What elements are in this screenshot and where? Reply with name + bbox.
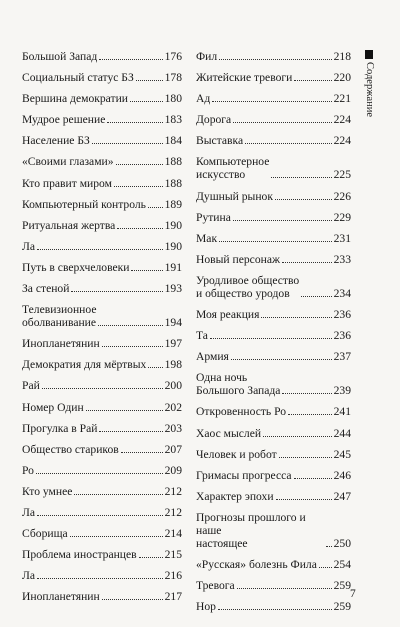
toc-entry-title: Фил (196, 50, 218, 63)
dot-leader (261, 317, 331, 318)
toc-entry-page: 225 (333, 168, 351, 182)
toc-entry (22, 240, 182, 253)
toc-entry (22, 261, 182, 274)
dot-leader (276, 499, 332, 500)
dot-leader (294, 478, 332, 479)
toc-entry-title: Телевизионное оболванивание (22, 303, 97, 330)
toc-entry-page: 214 (164, 527, 182, 541)
toc-entry (22, 358, 182, 371)
toc-entry (22, 443, 182, 456)
toc-entry-page: 198 (164, 358, 182, 372)
dot-leader (282, 393, 331, 394)
toc-entry-page: 254 (333, 557, 351, 571)
toc-entry (196, 50, 351, 63)
toc-entry-page: 236 (333, 329, 351, 343)
toc-right-column (196, 50, 351, 621)
dot-leader (326, 546, 332, 547)
dot-leader (74, 494, 162, 495)
toc-entry (22, 282, 182, 295)
toc-entry (196, 579, 351, 592)
dot-leader (107, 122, 162, 123)
toc-entry (22, 177, 182, 190)
toc-entry (196, 469, 351, 482)
toc-entry-title: Большой Запад (22, 50, 98, 63)
toc-entry-page: 241 (333, 405, 351, 419)
dot-leader (42, 388, 163, 389)
toc-entry (22, 303, 182, 329)
dot-leader (275, 199, 332, 200)
toc-entry-title: Характер эпохи (196, 489, 274, 503)
toc-entry (196, 558, 351, 571)
toc-entry-title: Инопланетянин (22, 590, 100, 604)
dot-leader (99, 59, 162, 60)
toc-entry (196, 134, 351, 147)
toc-entry-page: 188 (164, 176, 182, 190)
toc-entry (196, 308, 351, 321)
toc-entry-page: 212 (164, 505, 182, 519)
dot-leader (231, 359, 332, 360)
toc-entry-title: Мак (196, 231, 218, 245)
toc-entry (22, 379, 182, 392)
toc-entry (196, 71, 351, 84)
dot-leader (301, 296, 331, 297)
toc-entry-page: 245 (333, 447, 351, 461)
dot-leader (102, 346, 163, 347)
toc-entry-title: Прогулка в Рай (22, 421, 98, 435)
toc-entry-page: 224 (333, 113, 351, 127)
toc-entry (22, 590, 182, 603)
toc-entry-page: 202 (164, 400, 182, 414)
dot-leader (233, 220, 332, 221)
toc-entry-title: Откровенность Ро (196, 405, 287, 419)
dot-leader (210, 338, 332, 339)
toc-entry (22, 548, 182, 561)
dot-leader (37, 578, 163, 579)
running-head (362, 50, 376, 190)
dot-leader (219, 241, 332, 242)
toc-entry-title: Человек и робот (196, 447, 277, 461)
dot-leader (71, 291, 162, 292)
toc-entry-title: Ла (22, 505, 36, 519)
toc-entry-page: 190 (164, 239, 182, 253)
toc-entry (196, 448, 351, 461)
toc-entry-title: Выставка (196, 134, 244, 148)
dot-leader (233, 122, 331, 123)
toc-entry-page: 197 (164, 337, 182, 351)
toc-entry-page: 194 (164, 316, 182, 330)
toc-entry-title: «Своими глазами» (22, 155, 114, 169)
toc-entry-title: Душный рынок (196, 189, 273, 203)
dot-leader (70, 536, 163, 537)
dot-leader (117, 228, 162, 229)
dot-leader (148, 367, 162, 368)
toc-entry-page: 226 (333, 189, 351, 203)
toc-entry (22, 506, 182, 519)
toc-entry-page: 190 (164, 218, 182, 232)
toc-entry (196, 253, 351, 266)
dot-leader (86, 410, 163, 411)
toc-entry (196, 371, 351, 397)
toc-entry-title: Ла (22, 569, 36, 583)
toc-entry-title: Тревога (196, 579, 235, 593)
toc-entry (196, 350, 351, 363)
toc-entry-title: Новый персонаж (196, 252, 280, 266)
dot-leader (92, 143, 163, 144)
dot-leader (218, 609, 332, 610)
toc-entry-title: Моя реакция (196, 308, 260, 322)
toc-entry (196, 92, 351, 105)
toc-entry-page: 237 (333, 350, 351, 364)
toc-entry-title: Проблема иностранцев (22, 548, 137, 562)
toc-entry-title: Инопланетянин (22, 337, 100, 351)
toc-entry-title: Мудрое решение (22, 113, 106, 127)
toc-entry-page: 209 (164, 463, 182, 477)
toc-entry (196, 274, 351, 300)
toc-entry-title: Ад (196, 92, 211, 106)
toc-entry-title: «Русская» болезнь Фила (196, 557, 317, 571)
dot-leader (279, 457, 332, 458)
toc-entry-page: 191 (164, 260, 182, 274)
toc-entry-page: 217 (164, 590, 182, 604)
toc-entry-page: 246 (333, 468, 351, 482)
toc-entry-page: 189 (164, 197, 182, 211)
toc-entry-page: 193 (164, 282, 182, 296)
toc-entry-title: Сборища (22, 527, 68, 541)
running-head-label: Содержание (364, 62, 375, 118)
toc-entry-title: Прогнозы прошлого и наше настоящее (196, 510, 306, 550)
toc-entry-title: Та (196, 329, 208, 343)
toc-entry-title: Гримасы прогресса (196, 468, 292, 482)
toc-entry-title: Социальный статус БЗ (22, 71, 134, 85)
toc-entry-page: 203 (164, 421, 182, 435)
toc-entry (196, 155, 351, 181)
toc-entry-title: За стеной (22, 282, 70, 296)
toc-entry (22, 401, 182, 414)
toc-entry-page: 239 (333, 384, 351, 398)
toc-entry (22, 569, 182, 582)
toc-entry-page: 250 (333, 536, 351, 550)
toc-entry (22, 71, 182, 84)
dot-leader (263, 436, 332, 437)
toc-entry-page: 244 (333, 426, 351, 440)
toc-entry-title: Армия (196, 350, 229, 364)
toc-entry-title: Ритуальная жертва (22, 218, 116, 232)
dot-leader (99, 431, 162, 432)
toc-entry-title: Общество стариков (22, 442, 119, 456)
dot-leader (282, 262, 332, 263)
toc-entry-title: Демократия для мёртвых (22, 358, 147, 372)
toc-entry-title: Компьютерный контроль (22, 197, 146, 211)
toc-entry-page: 220 (333, 71, 351, 85)
toc-entry-title: Номер Один (22, 400, 84, 414)
toc-entry-page: 178 (164, 71, 182, 85)
toc-entry-page: 212 (164, 484, 182, 498)
dot-leader (136, 80, 163, 81)
toc-entry-title: Ла (22, 239, 36, 253)
toc-entry (22, 464, 182, 477)
toc-entry (22, 155, 182, 168)
toc-entry-page: 183 (164, 113, 182, 127)
toc-entry-title: Уродливое общество и общество уродов (196, 273, 300, 300)
dot-leader (102, 599, 163, 600)
toc-entry-page: 221 (333, 92, 351, 106)
dot-leader (114, 186, 163, 187)
dot-leader (139, 557, 163, 558)
dot-leader (245, 143, 332, 144)
dot-leader (294, 80, 331, 81)
toc-left-column (22, 50, 182, 611)
dot-leader (237, 588, 332, 589)
toc-entry-page: 233 (333, 252, 351, 266)
toc-entry (196, 405, 351, 418)
toc-entry (196, 490, 351, 503)
toc-entry-page: 236 (333, 308, 351, 322)
toc-entry-title: Нор (196, 600, 216, 614)
toc-entry-title: Хаос мыслей (196, 426, 262, 440)
dot-leader (37, 515, 163, 516)
toc-entry-title: Рутина (196, 210, 231, 224)
toc-entry (22, 485, 182, 498)
toc-entry-page: 247 (333, 489, 351, 503)
toc-entry-title: Одна ночь Большого Запада (196, 371, 281, 398)
toc-entry-page: 259 (333, 579, 351, 593)
toc-entry-page: 180 (164, 92, 182, 106)
dot-leader (98, 325, 162, 326)
dot-leader (116, 164, 163, 165)
toc-entry-page: 215 (164, 548, 182, 562)
dot-leader (219, 59, 331, 60)
toc-entry-title: Кто умнее (22, 484, 73, 498)
toc-entry-page: 259 (333, 600, 351, 614)
toc-entry-title: Компьютерное искусство (196, 155, 270, 182)
toc-entry-page: 234 (333, 286, 351, 300)
toc-entry (196, 511, 351, 550)
toc-entry (196, 427, 351, 440)
toc-entry (22, 527, 182, 540)
dot-leader (212, 101, 331, 102)
toc-entry-page: 231 (333, 231, 351, 245)
toc-entry (196, 211, 351, 224)
toc-entry (22, 337, 182, 350)
toc-entry-page: 229 (333, 210, 351, 224)
toc-entry-title: Ро (22, 463, 34, 477)
toc-entry-page: 200 (164, 379, 182, 393)
toc-entry-title: Житейские тревоги (196, 71, 293, 85)
dot-leader (131, 270, 162, 271)
toc-entry-title: Вершина демократии (22, 92, 128, 106)
toc-entry-page: 184 (164, 134, 182, 148)
toc-entry-page: 218 (333, 50, 351, 63)
toc-entry-title: Население БЗ (22, 134, 90, 148)
toc-entry (22, 113, 182, 126)
dot-leader (319, 567, 332, 568)
toc-entry (22, 134, 182, 147)
section-marker (365, 50, 373, 59)
toc-entry-page: 216 (164, 569, 182, 583)
page-number: 7 (350, 588, 356, 600)
toc-entry (22, 92, 182, 105)
toc-entry (196, 113, 351, 126)
toc-entry (196, 329, 351, 342)
toc-entry (196, 190, 351, 203)
toc-entry-title: Кто правит миром (22, 176, 112, 190)
toc-entry (196, 232, 351, 245)
toc-entry (22, 50, 182, 63)
dot-leader (36, 473, 163, 474)
toc-entry-page: 176 (164, 50, 182, 63)
toc-entry (22, 198, 182, 211)
toc-entry-title: Дорога (196, 113, 232, 127)
dot-leader (288, 414, 332, 415)
dot-leader (121, 452, 163, 453)
toc-entry-title: Рай (22, 379, 40, 393)
toc-entry (22, 422, 182, 435)
toc-entry-page: 188 (164, 155, 182, 169)
dot-leader (130, 101, 163, 102)
dot-leader (271, 177, 331, 178)
toc-entry (22, 219, 182, 232)
toc-entry (196, 600, 351, 613)
toc-entry-title: Путь в сверхчеловеки (22, 260, 130, 274)
dot-leader (148, 207, 163, 208)
dot-leader (37, 249, 163, 250)
toc-entry-page: 224 (333, 134, 351, 148)
toc-entry-page: 207 (164, 442, 182, 456)
